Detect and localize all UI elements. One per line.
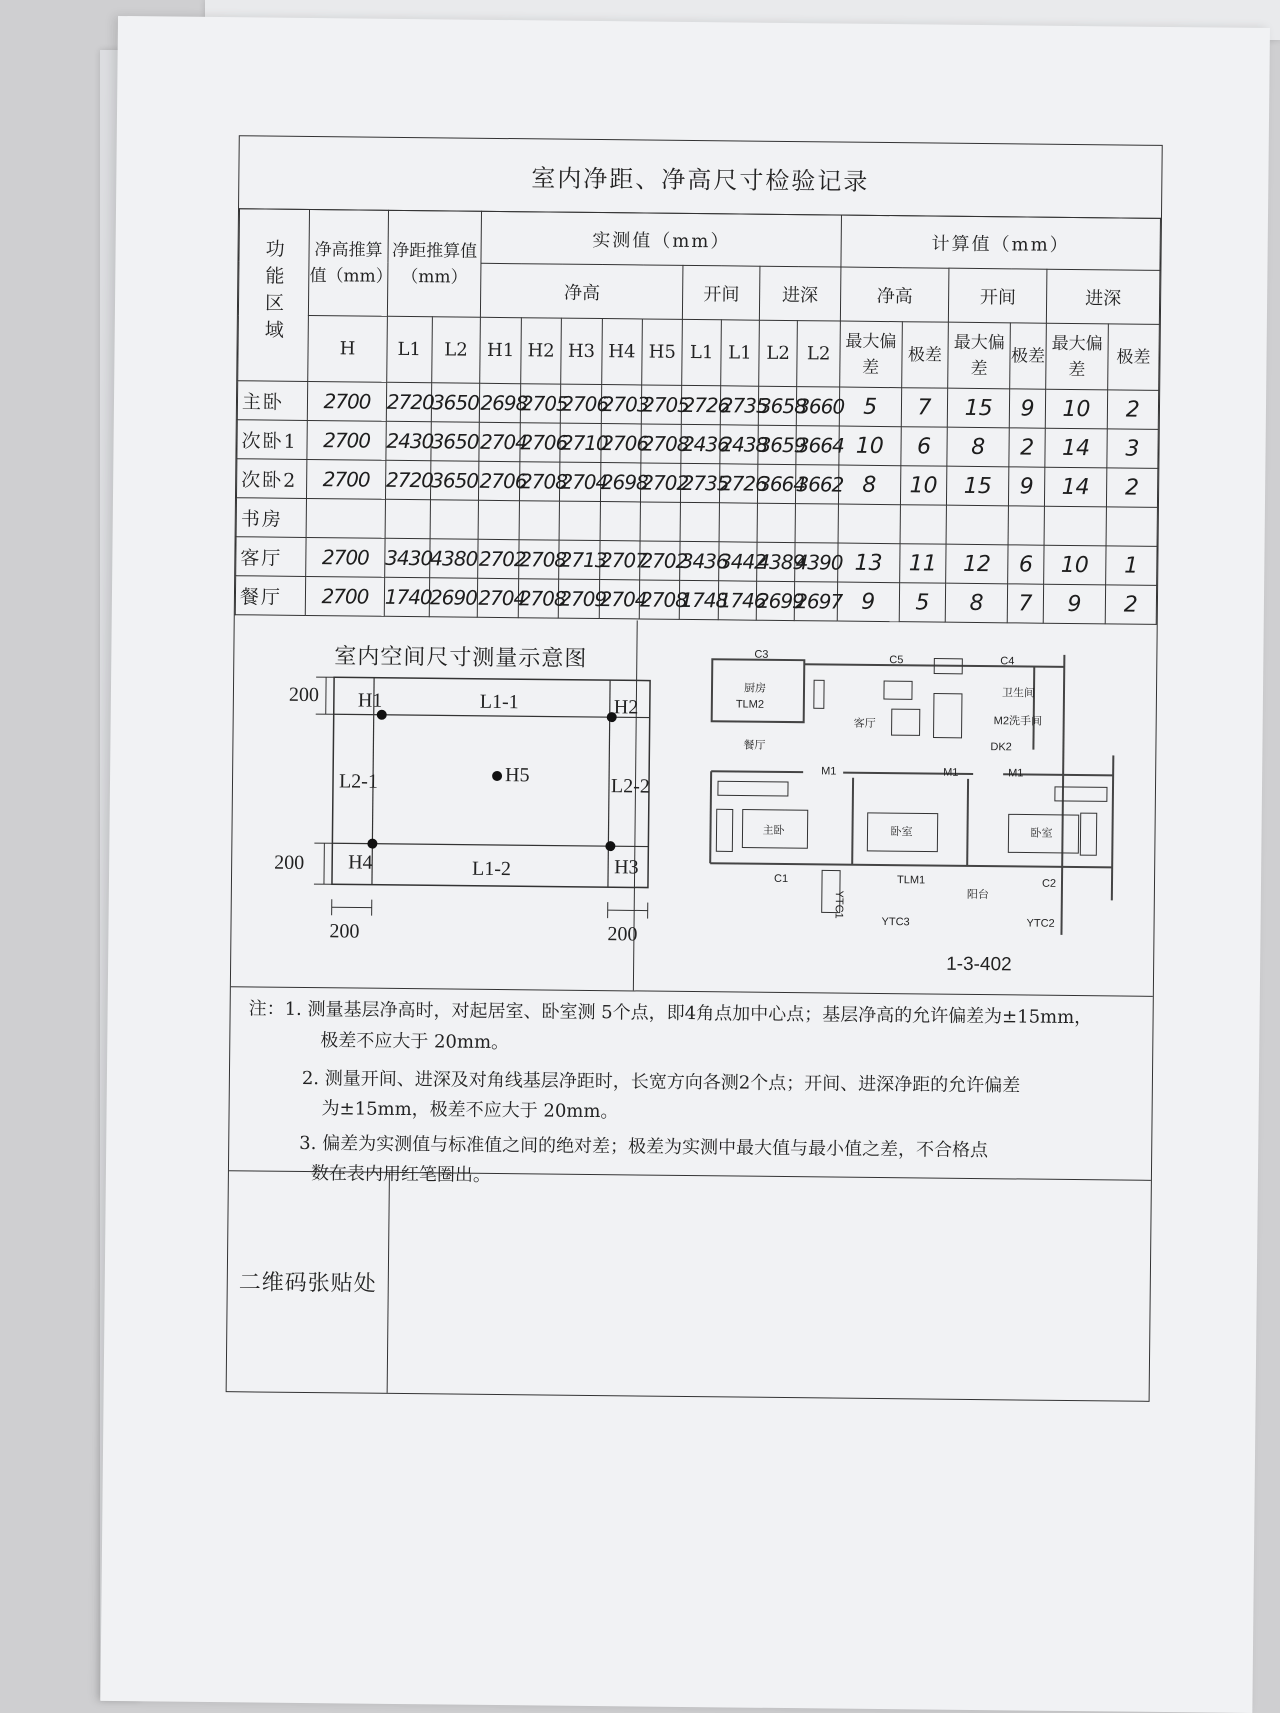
cell-l1: 1740	[384, 577, 429, 616]
label-l2-1: L2-1	[339, 770, 378, 792]
cell-m-l1a: 2726	[682, 385, 721, 424]
cell-h1: 2698	[480, 383, 521, 422]
cell-d-dev: 9	[1043, 584, 1105, 624]
cell-h-range: 6	[900, 427, 947, 466]
cell-m-l2a: 3658	[758, 386, 797, 425]
plan-dk2: DK2	[990, 741, 1012, 753]
cell-m-l1a: 3436	[680, 541, 719, 580]
cell-h5: 2708	[641, 424, 682, 463]
cell-d-dev: 10	[1044, 545, 1106, 585]
cell-h2: 2705	[520, 384, 561, 423]
cell-m-l2a: 3659	[758, 425, 797, 464]
header-func-area: 功能区域	[238, 209, 310, 382]
label-h5: H5	[505, 764, 530, 786]
plan-ytc2: YTC2	[1027, 918, 1055, 930]
cell-l2: 3650	[430, 461, 479, 501]
measurement-schematic	[231, 616, 635, 980]
cell-h1: 2706	[479, 461, 520, 500]
cell-h4	[600, 502, 641, 541]
header-measured-bay: 开间	[683, 265, 760, 320]
cell-l2: 2690	[429, 578, 478, 618]
cell-h-dev: 13	[838, 543, 900, 583]
cell-h	[306, 498, 385, 538]
plan-c1: C1	[774, 873, 788, 885]
cell-h3	[559, 501, 600, 540]
header-calc-net-height: 净高	[840, 267, 949, 322]
cell-h-range	[900, 505, 947, 544]
cell-m-l1b: 2735	[720, 386, 759, 425]
cell-h2: 2708	[518, 579, 559, 618]
cell-h1: 2702	[478, 539, 519, 578]
cell-b-range: 2	[1009, 428, 1046, 467]
cell-m-l1a: 2735	[681, 463, 720, 502]
note-2-line-1: 2. 测量开间、进深及对角线基层净距时，长宽方向各测2个点；开间、进深净距的允许偏差	[302, 1062, 1021, 1103]
header-measured-L2b: L2	[797, 321, 840, 387]
plan-ytc1: YTC1	[833, 891, 845, 919]
cell-d-dev: 14	[1045, 467, 1107, 507]
header-h-range: 极差	[901, 322, 948, 388]
cell-m-l1b: 2726	[719, 464, 758, 503]
cell-m-l2b	[795, 504, 838, 543]
cell-h5: 2702	[641, 463, 682, 502]
cell-h-dev: 9	[837, 582, 899, 622]
cell-m-l2a	[757, 503, 796, 542]
plan-tlm2: TLM2	[736, 698, 764, 710]
cell-h4: 2703	[601, 385, 642, 424]
plan-bath: 卫生间	[1002, 685, 1035, 699]
plan-balcony: 阳台	[967, 888, 989, 901]
cell-m-l2a: 4389	[757, 542, 796, 581]
cell-h3: 2709	[558, 579, 599, 618]
cell-b-dev: 15	[947, 466, 1009, 506]
cell-l1	[385, 499, 430, 538]
cell-d-range: 2	[1106, 468, 1158, 508]
cell-b-dev: 8	[946, 583, 1008, 623]
cell-h: 2700	[307, 459, 386, 499]
plan-c3: C3	[754, 649, 768, 661]
cell-m-l1b: 1746	[718, 581, 757, 620]
record-table	[235, 208, 1161, 625]
cell-h3: 2710	[560, 423, 601, 462]
notes-section	[229, 986, 1153, 1181]
cell-d-range	[1106, 507, 1158, 547]
cell-h-dev	[838, 504, 900, 544]
cell-m-l1a: 2436	[681, 424, 720, 463]
cell-h: 2700	[306, 537, 385, 577]
point-h5	[492, 771, 502, 781]
label-l1-1: L1-1	[480, 691, 519, 713]
cell-d-range: 1	[1105, 546, 1157, 586]
cell-h5: 2708	[639, 580, 680, 619]
qr-label: 二维码张贴处	[227, 1170, 390, 1393]
inspection-form	[226, 135, 1163, 1402]
header-net-height-calc: 净高推算值（mm）	[309, 209, 389, 316]
plan-m1-b: M1	[943, 767, 958, 779]
cell-h4: 2704	[599, 580, 640, 619]
cell-b-range: 7	[1007, 584, 1044, 623]
header-b-range: 极差	[1010, 323, 1047, 389]
cell-l2: 4380	[429, 539, 478, 579]
label-h1: H1	[358, 690, 383, 712]
label-h4: H4	[348, 851, 373, 873]
plan-bed2: 卧室	[890, 824, 912, 838]
header-measured-L2a: L2	[759, 320, 798, 386]
plan-label: 1-3-402	[946, 954, 1012, 977]
header-H: H	[308, 315, 387, 382]
cell-b-range: 9	[1009, 389, 1046, 428]
header-h-max-dev: 最大偏差	[840, 321, 902, 388]
row-area-label: 书房	[236, 498, 307, 538]
cell-m-l1a	[681, 502, 720, 541]
row-area-label: 餐厅	[235, 576, 306, 616]
header-measured: 实测值（mm）	[481, 211, 841, 267]
cell-m-l2b: 3662	[796, 465, 839, 504]
cell-h-dev: 10	[839, 426, 901, 466]
form-sheet	[100, 16, 1270, 1713]
cell-l1: 2430	[386, 421, 431, 460]
cell-l2	[430, 500, 479, 540]
cell-d-range: 3	[1107, 429, 1159, 469]
cell-h5	[640, 502, 681, 541]
cell-h5: 2705	[641, 385, 682, 424]
cell-h-range: 11	[899, 544, 946, 583]
header-H3: H3	[561, 318, 602, 384]
cell-h5: 2702	[640, 541, 681, 580]
cell-h: 2700	[307, 420, 386, 460]
measurement-diagram	[231, 616, 638, 990]
cell-m-l2b: 3660	[797, 387, 840, 426]
cell-m-l2a: 3664	[757, 464, 796, 503]
header-L2: L2	[431, 317, 481, 384]
form-title: 室内净距、净高尺寸检验记录	[239, 136, 1162, 219]
cell-h3: 2704	[560, 462, 601, 501]
plan-m2-wash: M2洗手间	[994, 713, 1042, 728]
cell-b-dev: 8	[947, 427, 1009, 467]
diagram-title: 室内空间尺寸测量示意图	[334, 639, 587, 673]
cell-h-dev: 5	[839, 387, 901, 427]
cell-m-l2b: 2697	[795, 582, 838, 621]
row-area-label: 主卧	[237, 381, 308, 421]
label-l1-2: L1-2	[472, 858, 511, 880]
plan-m1-a: M1	[821, 765, 836, 777]
header-measured-L1b: L1	[720, 320, 759, 386]
header-H4: H4	[601, 319, 642, 385]
header-net-dist-calc: 净距推算值（mm）	[387, 210, 482, 317]
cell-h2: 2706	[520, 423, 561, 462]
cell-l1: 2720	[386, 382, 431, 421]
cell-b-dev: 15	[948, 388, 1010, 428]
cell-l2: 3650	[430, 422, 479, 462]
plan-tlm1: TLM1	[897, 874, 925, 886]
cell-h: 2700	[307, 381, 386, 421]
header-calculated: 计算值（mm）	[841, 215, 1161, 270]
note-1-line-2: 极差不应大于 20mm。	[320, 1024, 509, 1059]
dim-top-200: 200	[289, 684, 319, 706]
cell-h4: 2706	[601, 424, 642, 463]
note-1-line-1: 注：1. 测量基层净高时，对起居室、卧室测 5个点，即4角点加中心点；基层净高的允许偏差为±15mm，	[248, 992, 1092, 1034]
cell-d-dev	[1044, 506, 1106, 546]
plan-ytc3: YTC3	[882, 916, 910, 928]
label-h2: H2	[614, 696, 639, 718]
header-H1: H1	[480, 317, 521, 383]
cell-h-range: 5	[899, 583, 946, 622]
note-2-line-2: 为±15mm，极差不应大于 20mm。	[321, 1092, 618, 1128]
plan-m1-c: M1	[1008, 767, 1023, 779]
floor-plan	[701, 641, 1134, 965]
plan-c2: C2	[1042, 878, 1056, 890]
cell-d-range: 2	[1105, 585, 1157, 625]
label-h3: H3	[614, 856, 639, 878]
cell-b-range: 9	[1008, 467, 1045, 506]
cell-h1: 2704	[478, 578, 519, 617]
header-H2: H2	[521, 318, 562, 384]
cell-h1: 2704	[479, 422, 520, 461]
header-d-max-dev: 最大偏差	[1046, 323, 1108, 390]
cell-l1: 3430	[385, 538, 430, 577]
cell-h4: 2698	[600, 463, 641, 502]
cell-b-dev: 12	[946, 544, 1008, 584]
cell-m-l2a: 2699	[756, 581, 795, 620]
cell-h2: 2708	[519, 462, 560, 501]
cell-l1: 2720	[385, 460, 430, 499]
cell-b-range: 6	[1008, 545, 1045, 584]
cell-h1	[478, 500, 519, 539]
dim-left-200: 200	[329, 920, 359, 942]
plan-living: 客厅	[854, 716, 876, 730]
note-3-line-1: 3. 偏差为实测值与标准值之间的绝对差；极差为实测中最大值与最小值之差，不合格点	[299, 1127, 988, 1167]
label-l2-2: L2-2	[611, 775, 650, 797]
cell-m-l1b: 2438	[720, 425, 759, 464]
plan-c4: C4	[1000, 655, 1014, 667]
header-measured-L1a: L1	[682, 319, 721, 385]
cell-h-range: 7	[901, 388, 948, 427]
header-H5: H5	[642, 319, 683, 385]
point-h4	[367, 839, 377, 849]
cell-m-l2b: 3664	[796, 426, 839, 465]
cell-m-l1a: 1748	[680, 580, 719, 619]
cell-h3: 2713	[559, 540, 600, 579]
header-d-range: 极差	[1107, 324, 1159, 391]
header-L1: L1	[387, 316, 432, 382]
note-3-line-2: 数在表内用红笔圈出。	[311, 1157, 491, 1192]
row-area-label: 客厅	[236, 537, 307, 577]
header-calc-bay: 开间	[949, 268, 1047, 323]
row-area-label: 次卧2	[236, 459, 307, 499]
cell-h: 2700	[305, 576, 384, 616]
cell-b-range	[1008, 506, 1045, 545]
row-area-label: 次卧1	[237, 420, 308, 460]
cell-l2: 3650	[431, 383, 480, 423]
cell-d-range: 2	[1107, 390, 1159, 430]
cell-h-range: 10	[900, 466, 947, 505]
cell-h-dev: 8	[838, 465, 900, 505]
dim-right-200: 200	[607, 923, 637, 945]
plan-kitchen: 厨房	[744, 681, 766, 695]
point-h3	[605, 841, 615, 851]
cell-m-l2b: 4390	[795, 543, 838, 582]
diagram-section	[231, 616, 1157, 997]
cell-h3: 2706	[561, 384, 602, 423]
dim-bottom-200: 200	[274, 852, 304, 874]
plan-c5: C5	[889, 654, 903, 666]
plan-dining: 餐厅	[743, 738, 765, 752]
cell-m-l1b: 3442	[718, 542, 757, 581]
cell-m-l1b	[719, 503, 758, 542]
plan-master: 主卧	[762, 823, 785, 837]
cell-d-dev: 10	[1045, 389, 1107, 429]
header-calc-depth: 进深	[1047, 269, 1160, 324]
plan-bed3: 卧室	[1030, 826, 1052, 840]
cell-d-dev: 14	[1045, 428, 1107, 468]
cell-b-dev	[946, 505, 1008, 545]
cell-h2	[519, 501, 560, 540]
cell-h2: 2708	[518, 540, 559, 579]
cell-h4: 2707	[599, 541, 640, 580]
header-b-max-dev: 最大偏差	[948, 322, 1010, 389]
header-measured-net-height: 净高	[481, 263, 684, 319]
header-measured-depth: 进深	[759, 266, 840, 321]
qr-code-area	[227, 1170, 1151, 1401]
